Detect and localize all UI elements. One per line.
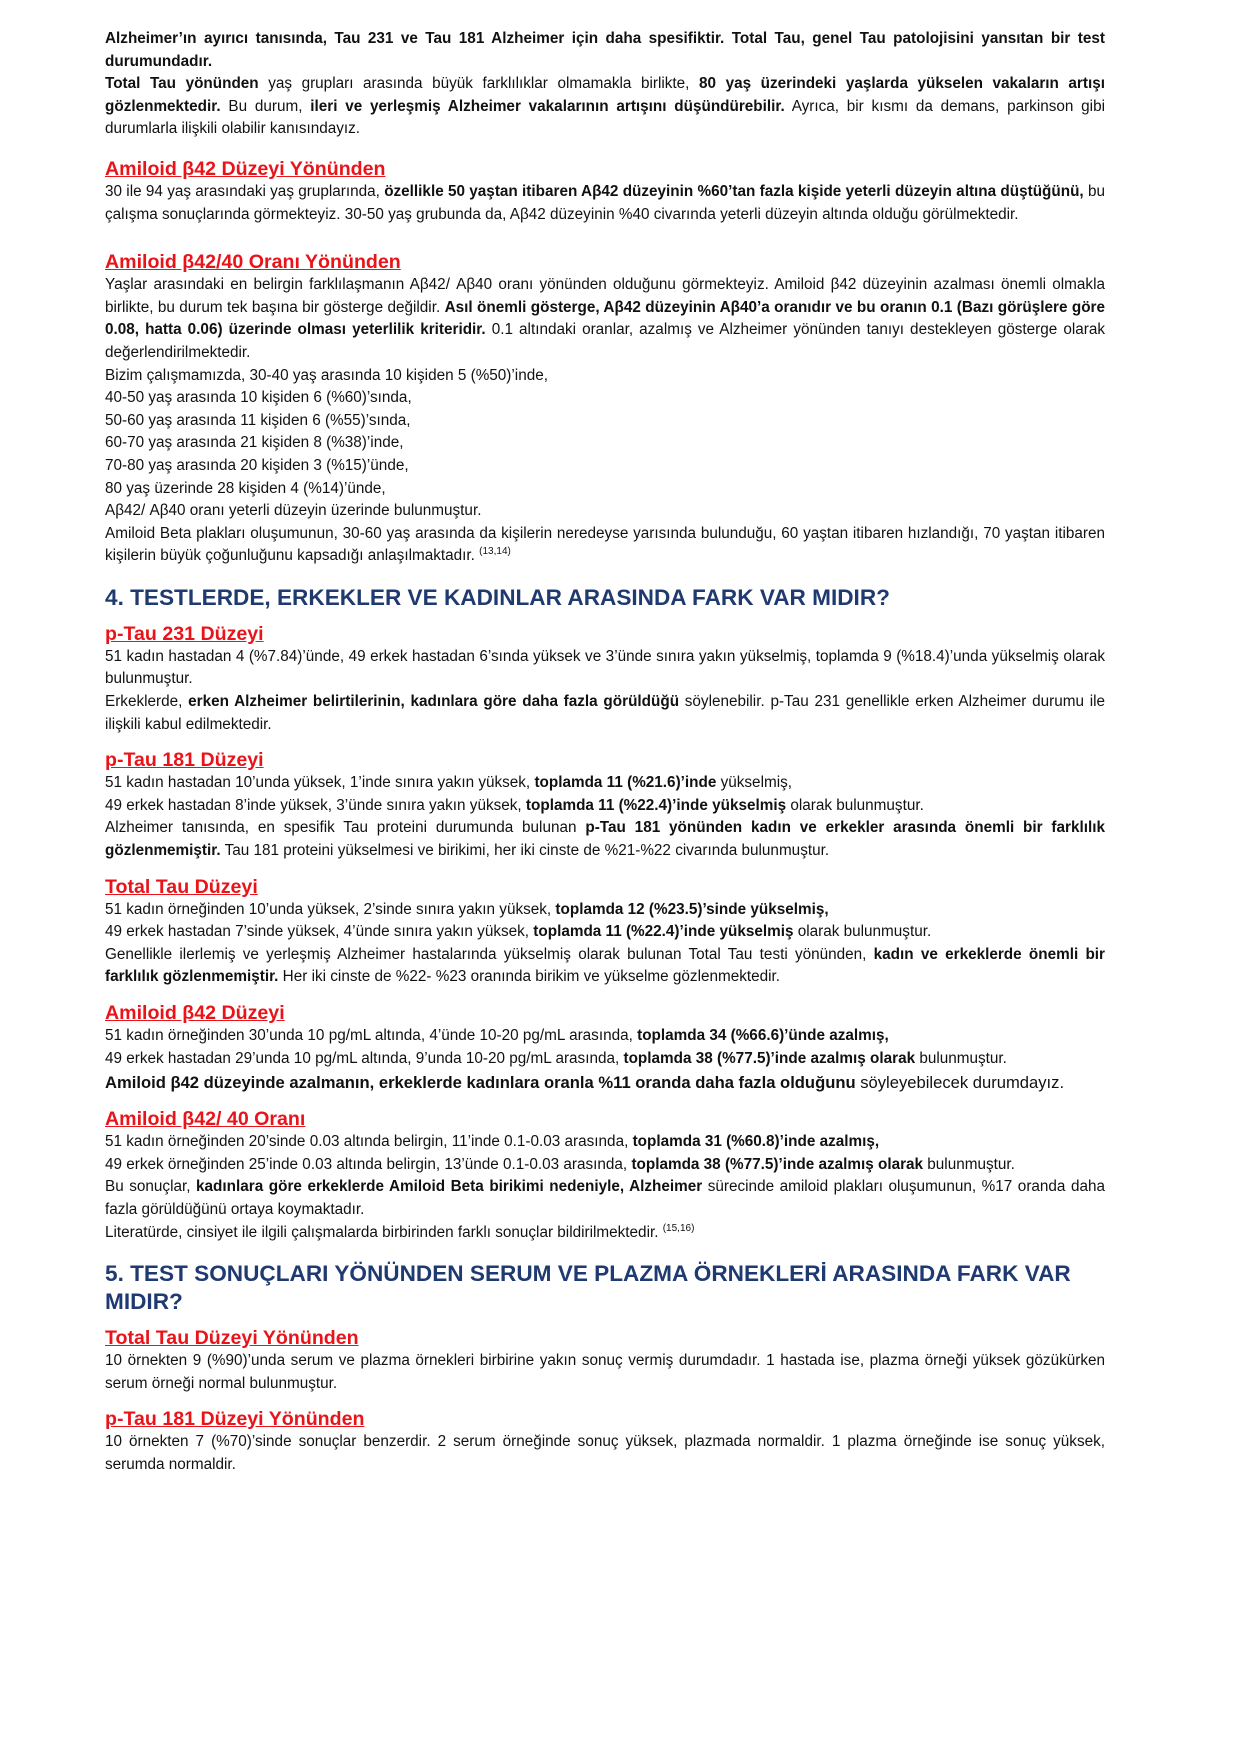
subheading-amiloid-ratio: Amiloid β42/40 Oranı Yönünden [105,251,401,274]
bold-text: ileri ve yerleşmiş Alzheimer vakalarının artışını düşündürebilir. [310,97,785,115]
reference-superscript: (13,14) [479,546,511,558]
bold-text: toplamda 11 (%22.4)’inde yükselmiş [533,923,794,941]
ratio-line: Bizim çalışmamızda, 30-40 yaş arasında 10 kişiden 5 (%50)’inde, [105,366,548,384]
text: Bu durum, [220,97,311,115]
text: olarak bulunmuştur. [793,923,932,941]
text: olarak bulunmuştur. [786,796,924,814]
intro-paragraph [105,28,1105,73]
text: Yaşlar arasındaki en belirgin farklılaşmanın Aβ42/ Aβ40 oranı yönünden olduğunu görmekteyiz. Amiloid β42 düzeyinin azalması önemli olmakla birlikte, bu durum tek başına bir gösterge değildir. [105,276,1105,316]
bold-text: toplamda 11 (%22.4)’inde yükselmiş [525,796,787,814]
document-page [105,28,1105,1477]
ratio-line: 50-60 yaş arasında 11 kişiden 6 (%55)’sında, [105,411,411,429]
text: yaş grupları arasında büyük farklılıklar olmamakla birlikte, [258,75,699,93]
text: Erkeklerde, [105,693,189,711]
ratio-line: 70-80 yaş arasında 20 kişiden 3 (%15)’ünde, [105,456,409,474]
text: 49 erkek örneğinden 25’inde 0.03 altında belirgin, 13’ünde 0.1-0.03 arasında, [105,1155,632,1173]
ratio-gender-paragraph [105,1176,1105,1221]
bold-text: Asıl önemli gösterge, Aβ42 düzeyinin Aβ40’a oranıdır ve bu oranın 0.1 (Bazı görüşlere göre 0.08, hatta 0.06) üzerinde olması yeterlilik kriteridir. [105,298,1106,339]
ratio-gender-line [105,1154,1105,1177]
text: Ayrıca, bir kısmı da demans, parkinson gibi durumlarla ilişkili olabilir kanısındayız. [105,97,1105,138]
amiloid-ratio-paragraph [105,274,1105,364]
subheading-total-tau: Total Tau Düzeyi [105,875,258,898]
ratio-gender-line [105,1131,1105,1154]
text: 51 kadın hastadan 10’unda yüksek, 1’inde sınıra yakın yüksek, [105,774,535,792]
total-tau-serum-paragraph: 10 örnekten 9 (%90)’unda serum ve plazma örnekleri birbirine yakın sonuç vermiş durumdadır. 1 hastada ise, plazma örneği yüksek gözükürken serum örneği normal bulunmuştur. [105,1352,1105,1392]
text: 49 erkek hastadan 7’sinde yüksek, 4’ünde sınıra yakın yüksek, [105,923,534,941]
text: 49 erkek hastadan 8’inde yüksek, 3’ünde sınıra yakın yüksek, [105,796,526,814]
reference-superscript: (15,16) [662,1222,695,1234]
text: 51 kadın örneğinden 10’unda yüksek, 2’sinde sınıra yakın yüksek, [105,900,556,918]
ratio-line: 40-50 yaş arasında 10 kişiden 6 (%60)’sında, [105,389,412,407]
text: yükselmiş, [716,774,793,792]
ptau181-serum-paragraph: 10 örnekten 7 (%70)’sinde sonuçlar benzerdir. 2 serum örneğinde sonuç yüksek, plazmada normaldir. 1 plazma örneğinde ise sonuç yüksek, serumda normaldir. [105,1433,1105,1473]
subheading-ptau181-serum: p-Tau 181 Düzeyi Yönünden [105,1408,365,1431]
subheading-ptau231: p-Tau 231 Düzeyi [105,622,264,645]
plaque-paragraph [105,523,1105,568]
bold-text: kadın ve erkeklerde önemli bir farklılık gözlenmemiştir. [105,945,1105,986]
subheading-total-tau-serum: Total Tau Düzeyi Yönünden [105,1327,359,1350]
literature-paragraph [105,1222,1105,1245]
text: bu çalışma sonuçlarında görmekteyiz. 30-50 yaş grubunda da, Aβ42 düzeyinin %40 civarında yeterli düzeyin altında olduğu görülmektedir. [105,182,1105,223]
bold-text: özellikle 50 yaştan itibaren Aβ42 düzeyinin %60’tan fazla kişide yeterli düzeyin altına düştüğünü, [384,182,1084,200]
bold-text: kadınlara göre erkeklerde Amiloid Beta birikimi nedeniyle, Alzheimer [196,1178,703,1196]
ratio-line: 80 yaş üzerinde 28 kişiden 4 (%14)’ünde, [105,479,386,497]
ptau181-line [105,772,1105,795]
bold-text: Alzheimer’ın ayırıcı tanısında, Tau 231 ve Tau 181 Alzheimer için daha spesifiktir. Total Tau, genel Tau patolojisini yansıtan bir test durumundadır. [105,30,1105,70]
total-tau-age-paragraph [105,73,1105,141]
text: Genellikle ilerlemiş ve yerleşmiş Alzheimer hastalarında yükselmiş olarak bulunan Total Tau testi yönünden, [105,945,874,963]
text: 51 kadın örneğinden 30’unda 10 pg/mL altında, 4’ünde 10-20 pg/mL arasında, [105,1027,638,1044]
bold-text: toplamda 11 (%21.6)’inde [534,774,717,792]
text: Literatürde, cinsiyet ile ilgili çalışmalarda birbirinden farklı sonuçlar bildirilmektedir. [105,1223,663,1241]
text: Her iki cinste de %22- %23 oranında birikim ve yükselme gözlenmektedir. [278,968,781,986]
ratio-line: Aβ42/ Aβ40 oranı yeterli düzeyin üzerinde bulunmuştur. [105,502,482,520]
amiloid-b42-conclusion [105,1070,1105,1095]
text: Alzheimer tanısında, en spesifik Tau proteini durumunda bulunan [105,819,586,837]
text: bulunmuştur. [923,1155,1015,1173]
subheading-amiloid-b42-gender: Amiloid β42 Düzeyi [105,1002,285,1024]
ptau181-line [105,795,1105,818]
total-tau-line [105,921,1105,944]
amiloid-b42-line [105,1048,1105,1071]
bold-text: erken Alzheimer belirtilerinin, kadınlara göre daha fazla görüldüğü [188,693,680,711]
text: sürecinde amiloid plakları oluşumunun, %17 oranda daha fazla görüldüğünü ortaya koymaktadır. [105,1178,1106,1218]
text: Tau 181 proteini yükselmesi ve birikimi, her iki cinste de %21-%22 civarında bulunmuştur. [220,842,830,860]
ptau181-paragraph [105,817,1105,862]
text: 30 ile 94 yaş arasındaki yaş gruplarında, [105,182,385,200]
text: 0.1 altındaki oranlar, azalmış ve Alzheimer yönünden tanıyı destekleyen gösterge olarak değerlendirilmektedir. [105,321,1105,361]
text: bulunmuştur. [915,1049,1007,1067]
text: söylenebilir. p-Tau 231 genellikle erken Alzheimer durumu ile ilişkili kabul edilmektedir. [105,693,1106,733]
text: 51 kadın örneğinden 20’sinde 0.03 altında belirgin, 11’inde 0.1-0.03 arasında, [105,1133,633,1151]
bold-text: 80 yaş üzerindeki yaşlarda yükselen vakaların artışı gözlenmektedir. [105,75,1105,115]
bold-text: toplamda 31 (%60.8)’inde azalmış, [632,1133,880,1151]
ptau231-paragraph: 51 kadın hastadan 4 (%7.84)’ünde, 49 erkek hastadan 6’sında yüksek ve 3’ünde sınıra yakın yükselmiş, toplamda 9 (%18.4)’unda yükselmiş olarak bulunmuştur. [105,647,1105,688]
bold-text: toplamda 12 (%23.5)’sinde yükselmiş, [555,900,829,918]
text: söyleyebilecek durumdayız. [855,1073,1065,1093]
bold-text: toplamda 38 (%77.5)’inde azalmış olarak [623,1049,916,1067]
section-4-heading: 4. TESTLERDE, ERKEKLER VE KADINLAR ARASINDA FARK VAR MIDIR? [105,584,890,610]
ratio-line: 60-70 yaş arasında 21 kişiden 8 (%38)’inde, [105,434,404,452]
amiloid-b42-paragraph [105,181,1105,226]
section-5-heading: 5. TEST SONUÇLARI YÖNÜNDEN SERUM VE PLAZMA ÖRNEKLERİ ARASINDA FARK VAR MIDIR? [105,1261,1071,1315]
bold-text: Total Tau yönünden [105,75,259,93]
bold-text: toplamda 34 (%66.6)’ünde azalmış, [637,1027,889,1044]
total-tau-paragraph [105,944,1105,989]
bold-text: p-Tau 181 yönünden kadın ve erkekler arasında önemli bir farklılık gözlenmemiştir. [105,819,1106,860]
text: 49 erkek hastadan 29’unda 10 pg/mL altında, 9’unda 10-20 pg/mL arasında, [105,1049,624,1067]
total-tau-line [105,899,1105,922]
text: Bu sonuçlar, [105,1178,197,1196]
amiloid-b42-line [105,1025,1105,1048]
subheading-amiloid-b42: Amiloid β42 Düzeyi Yönünden [105,157,386,180]
bold-text: toplamda 38 (%77.5)’inde azalmış olarak [631,1155,924,1173]
ptau231-paragraph-2 [105,691,1105,736]
bold-text: Amiloid β42 düzeyinde azalmanın, erkeklerde kadınlara oranla %11 oranda daha fazla olduğunu [105,1073,856,1093]
subheading-amiloid-ratio-gender: Amiloid β42/ 40 Oranı [105,1108,306,1131]
subheading-ptau181: p-Tau 181 Düzeyi [105,749,264,772]
text: Amiloid Beta plakları oluşumunun, 30-60 yaş arasında da kişilerin neredeyse yarısında bulunduğu, 60 yaştan itibaren hızlandığı, 70 yaştan itibaren kişilerin büyük çoğunluğunu kapsadığı anlaşılmaktadır. [105,524,1105,565]
